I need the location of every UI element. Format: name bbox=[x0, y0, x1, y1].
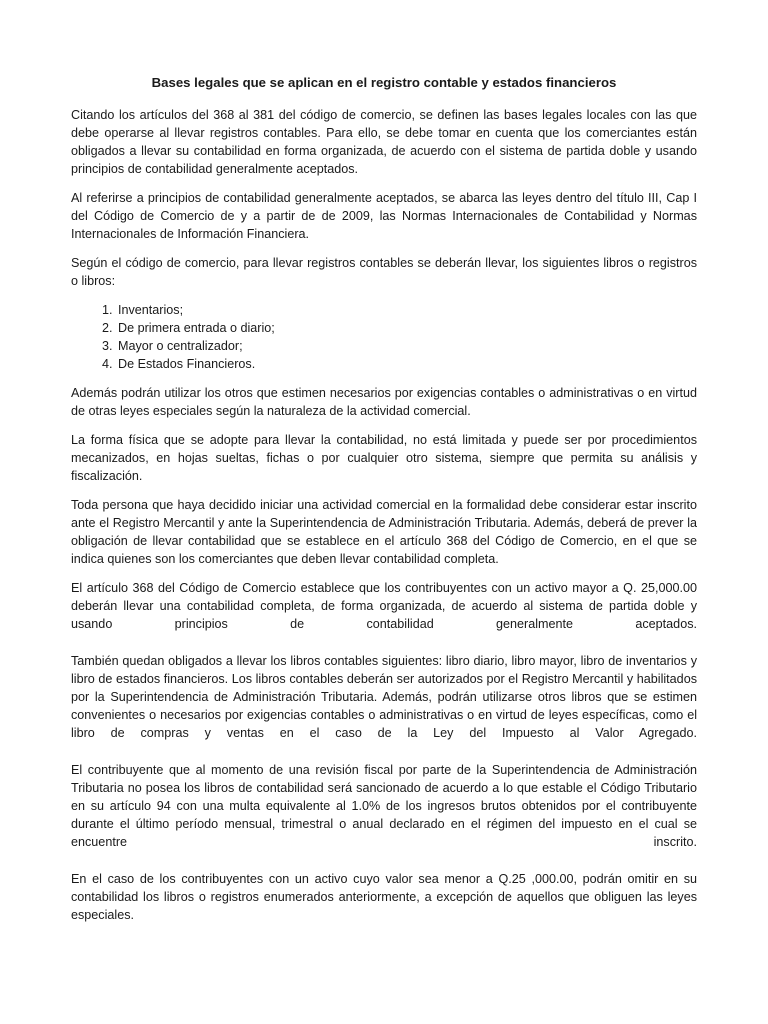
paragraph-registration: Toda persona que haya decidido iniciar una actividad comercial en la formalidad debe considerar estar inscrito ante el Registro Mercantil y ante la Superintendencia de Administración Tributaria. Además, deberá de prever la obligación de llevar contabilidad que se establece en el artículo 368 del Código de Comercio, en el que se indica quienes son los comerciantes que deben llevar contabilidad completa. bbox=[71, 498, 697, 566]
paragraph-physical-form: La forma física que se adopte para llevar la contabilidad, no está limitada y puede ser por procedimientos mecanizados, en hojas sueltas, fichas o por cualquier otro sistema, siempre que permita su análisis y fiscalización. bbox=[71, 433, 697, 483]
required-books-list bbox=[71, 301, 697, 373]
paragraph-sanction: El contribuyente que al momento de una revisión fiscal por parte de la Superintendencia de Administración Tributaria no posea los libros de contabilidad será sancionado de acuerdo a lo que estable el Código Tributario en su artículo 94 con una multa equivalente al 1.0% de los ingresos brutos obtenidos por el contribuyente durante el último período mensual, trimestral o anual declarado en el régimen del impuesto en el cual se encuentre inscrito. bbox=[71, 763, 697, 849]
list-item: 4. De Estados Financieros. bbox=[116, 355, 697, 373]
paragraph-legal-bases: Citando los artículos del 368 al 381 del código de comercio, se definen las bases legales locales con las que debe operarse al llevar registros contables. Para ello, se debe tomar en cuenta que los comerciantes están obligados a llevar su contabilidad en forma organizada, de acuerdo con el sistema de partida doble y usando principios de contabilidad generalmente aceptados. bbox=[71, 108, 697, 176]
list-item: 2. De primera entrada o diario; bbox=[116, 319, 697, 337]
paragraph-obligated-books: También quedan obligados a llevar los libros contables siguientes: libro diario, libro mayor, libro de inventarios y libro de estados financieros. Los libros contables deberán ser autorizados por el Registro Mercantil y habilitados por la Superintendencia de Administración Tributaria. Además, podrán utilizarse otros libros que se estimen convenientes o necesarios por exigencias contables o administrativas o en virtud de leyes específicas, como el libro de compras y ventas en el caso de la Ley del Impuesto al Valor Agregado. bbox=[71, 654, 697, 740]
document-title: Bases legales que se aplican en el registro contable y estados financieros bbox=[151, 75, 617, 90]
paragraph-other-books: Además podrán utilizar los otros que estimen necesarios por exigencias contables o administrativas o en virtud de otras leyes especiales según la naturaleza de la actividad comercial. bbox=[71, 386, 697, 418]
paragraph-article-368: El artículo 368 del Código de Comercio establece que los contribuyentes con un activo mayor a Q. 25,000.00 deberán llevar una contabilidad completa, de forma organizada, de acuerdo al sistema de partida doble y usando principios de contabilidad generalmente aceptados. bbox=[71, 581, 697, 631]
list-item: 3. Mayor o centralizador; bbox=[116, 337, 697, 355]
paragraph-required-books-intro: Según el código de comercio, para llevar registros contables se deberán llevar, los siguientes libros o registros o libros: bbox=[71, 256, 697, 288]
paragraph-small-taxpayers: En el caso de los contribuyentes con un activo cuyo valor sea menor a Q.25 ,000.00, podrán omitir en su contabilidad los libros o registros enumerados anteriormente, a excepción de aquellos que obliguen las leyes especiales. bbox=[71, 872, 697, 922]
paragraph-accounting-principles: Al referirse a principios de contabilidad generalmente aceptados, se abarca las leyes dentro del título III, Cap I del Código de Comercio de y a partir de de 2009, las Normas Internacionales de Contabilidad y Normas Internacionales de Información Financiera. bbox=[71, 191, 697, 241]
list-item: 1. Inventarios; bbox=[116, 301, 697, 319]
